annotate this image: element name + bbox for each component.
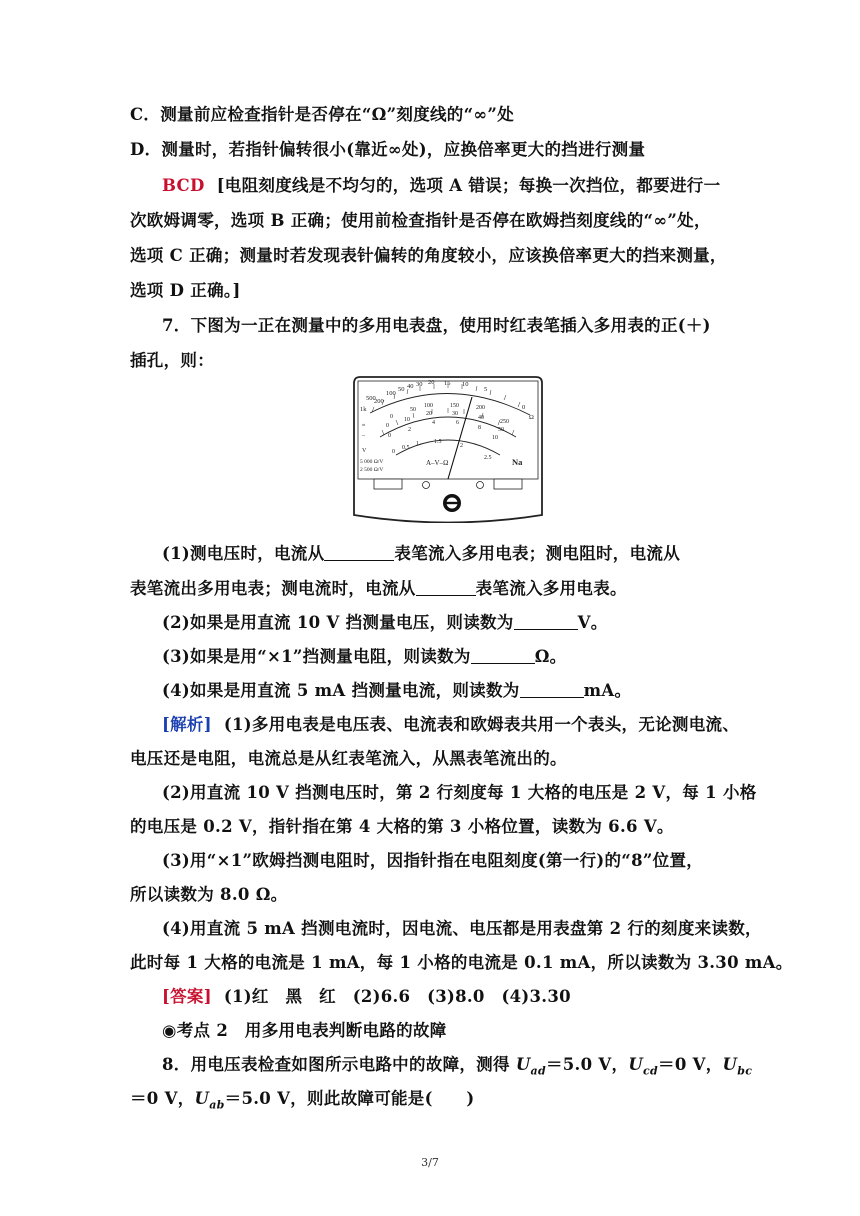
analysis-text: (1)多用电表是电压表、电流表和欧姆表共用一个表头，无论测电流、 [223,715,740,734]
answer-tag: BCD [162,176,205,195]
dc-tick: 30 [452,411,458,417]
ohm-tick: 30 [416,381,423,388]
approx-mark: ≈ [362,423,366,429]
analysis-tag: [解析] [162,715,212,734]
ohm-tick: 40 [407,383,414,390]
meter-center-label: A–V–Ω [426,459,449,467]
analysis-line-1 [162,708,762,742]
q8-line-2 [130,1082,730,1122]
option-d: D．测量时，若指针偏转很小(靠近∞处)，应换倍率更大的挡进行测量 [130,140,646,159]
dc-tick: 10 [404,417,410,423]
q7-part1-line1 [162,537,762,571]
part2-text-a: (2)如果是用直流 10 V 挡测量电压，则读数为 [162,613,514,632]
dc-tick: 150 [450,403,459,409]
q8-text: 8．用电压表检查如图所示电路中的故障，测得 [162,1055,516,1074]
u-symbol: U [628,1055,644,1074]
answer-blank [324,542,394,561]
dc-tick: 200 [476,405,485,411]
sensitivity-2: 2 500 Ω/V [360,467,384,473]
part1-text-a: (1)测电压时，电流从 [162,544,325,563]
ohm-tick: 20 [428,379,435,386]
ac-tick: 0.5 [402,445,410,451]
analysis-line-5: (3)用“×1”欧姆挡测电阻时，因指针指在电阻刻度(第一行)的“8”位置， [162,851,704,870]
analysis-line-4: 的电压是 0.2 V，指针指在第 4 大格的第 3 小格位置，读数为 6.6 V。 [130,817,674,836]
answer-blank [514,611,578,630]
option-c: C．测量前应检查指针是否停在“Ω”刻度线的“∞”处 [130,105,515,124]
ohm-tick: 100 [386,390,396,397]
part2-text-b: V。 [577,613,608,632]
dc-tick: 2 [408,427,411,433]
ohm-unit: Ω [529,414,534,421]
ohm-tick: 50 [398,386,405,393]
ohm-tick: 15 [444,380,451,387]
answer-label: [答案] [162,987,212,1006]
part1-text-d: 表笔流入多用电表。 [475,579,627,598]
dc-tick: 6 [456,420,459,426]
dc-tick: 0 [388,433,391,439]
u-symbol: U [515,1055,531,1074]
multimeter-figure [352,375,544,523]
ohm-tick: 1k [360,406,367,413]
q7-stem-2: 插孔，则： [130,351,214,370]
part1-text-c: 表笔流出多用电表；测电流时，电流从 [130,579,416,598]
ohm-tick: 500 [366,395,376,402]
q6-explain-4: 选项 D 正确。] [130,281,241,300]
analysis-line-8: 此时每 1 大格的电流是 1 mA，每 1 小格的电流是 0.1 mA，所以读数为 3.30 mA。 [130,953,793,972]
answer-text: (1)红 黑 红 (2)6.6 (3)8.0 (4)3.30 [223,987,571,1006]
q7-part3 [162,640,762,674]
dc-tick: 40 [478,415,484,421]
analysis-line-7: (4)用直流 5 mA 挡测电流时，因电流、电压都是用表盘第 2 行的刻度来读数， [162,919,762,938]
part3-text-b: Ω。 [534,647,567,666]
dc-tick: 4 [432,420,435,426]
dc-tick: 0 [390,414,393,420]
sensitivity-1: 5 000 Ω/V [360,459,384,465]
ac-tick: 2 [460,443,463,449]
dc-tick: 0 [386,423,389,429]
ac-tick: 0 [392,449,395,455]
u-symbol: U [722,1055,738,1074]
page-number: 3/7 [421,1156,439,1169]
q7-stem-1: 7．下图为一正在测量中的多用电表盘，使用时红表笔插入多用表的正(＋) [162,316,711,335]
dc-tick: 100 [424,403,433,409]
q8-text: ＝0 V， [658,1055,723,1074]
ohm-tick: 10 [462,381,469,388]
q7-part2 [162,606,762,640]
part4-text-b: mA。 [583,681,632,700]
ohm-tick: 200 [374,398,384,405]
ac-tick: 2.5 [484,455,492,461]
v-mark: V [362,448,367,454]
u-sub: ab [209,1098,225,1112]
dc-tick: 8 [478,425,481,431]
q6-explain-2: 次欧姆调零，选项 B 正确；使用前检查指针是否停在欧姆挡刻度线的“∞”处， [130,211,711,230]
part3-text-a: (3)如果是用“×1”挡测量电阻，则读数为 [162,647,471,666]
q8-text: ＝5.0 V， [545,1055,629,1074]
ac-tick: 1.5 [434,439,442,445]
ohm-tick: 0 [522,404,526,411]
dc-tick: 250 [500,419,509,425]
q7-part4 [162,674,762,708]
explain-text: [电阻刻度线是不均匀的，选项 A 错误；每换一次挡位，都要进行一 [216,176,721,195]
u-symbol: U [194,1089,210,1108]
u-sub: bc [737,1064,753,1078]
dc-tick: 20 [426,411,432,417]
ohm-tick: 5 [484,386,488,393]
q6-explain-3: 选项 C 正确；测量时若发现表针偏转的角度较小，应该换倍率更大的挡来测量， [130,246,727,265]
u-sub: cd [643,1064,659,1078]
kaodian-heading: ◉考点 2 用多用电表判断电路的故障 [162,1021,447,1040]
q8-text: ＝5.0 V，则此故障可能是( ) [224,1089,475,1108]
dc-tick: 10 [492,435,498,441]
answer-line [162,980,762,1014]
meter-brand: Na [512,457,523,467]
minus-mark: – [362,433,365,439]
part4-text-a: (4)如果是用直流 5 mA 挡测量电流，则读数为 [162,681,520,700]
q6-explain-1 [162,169,762,203]
analysis-line-3: (2)用直流 10 V 挡测电压时，第 2 行刻度每 1 大格的电压是 2 V，每 1 小格 [162,783,757,802]
part1-text-b: 表笔流入多用电表；测电阻时，电流从 [394,544,681,563]
answer-blank [520,679,584,698]
q8-text: ＝0 V， [130,1089,195,1108]
analysis-line-2: 电压还是电阻，电流总是从红表笔流入，从黑表笔流出的。 [130,749,567,768]
analysis-line-6: 所以读数为 8.0 Ω。 [130,885,288,904]
q7-part1-line2 [130,572,730,606]
answer-blank [471,645,535,664]
dc-tick: 50 [410,407,416,413]
ac-tick: 1 [416,441,419,447]
answer-blank [416,577,476,596]
dc-tick: 50 [498,427,504,433]
u-sub: ad [530,1064,546,1078]
